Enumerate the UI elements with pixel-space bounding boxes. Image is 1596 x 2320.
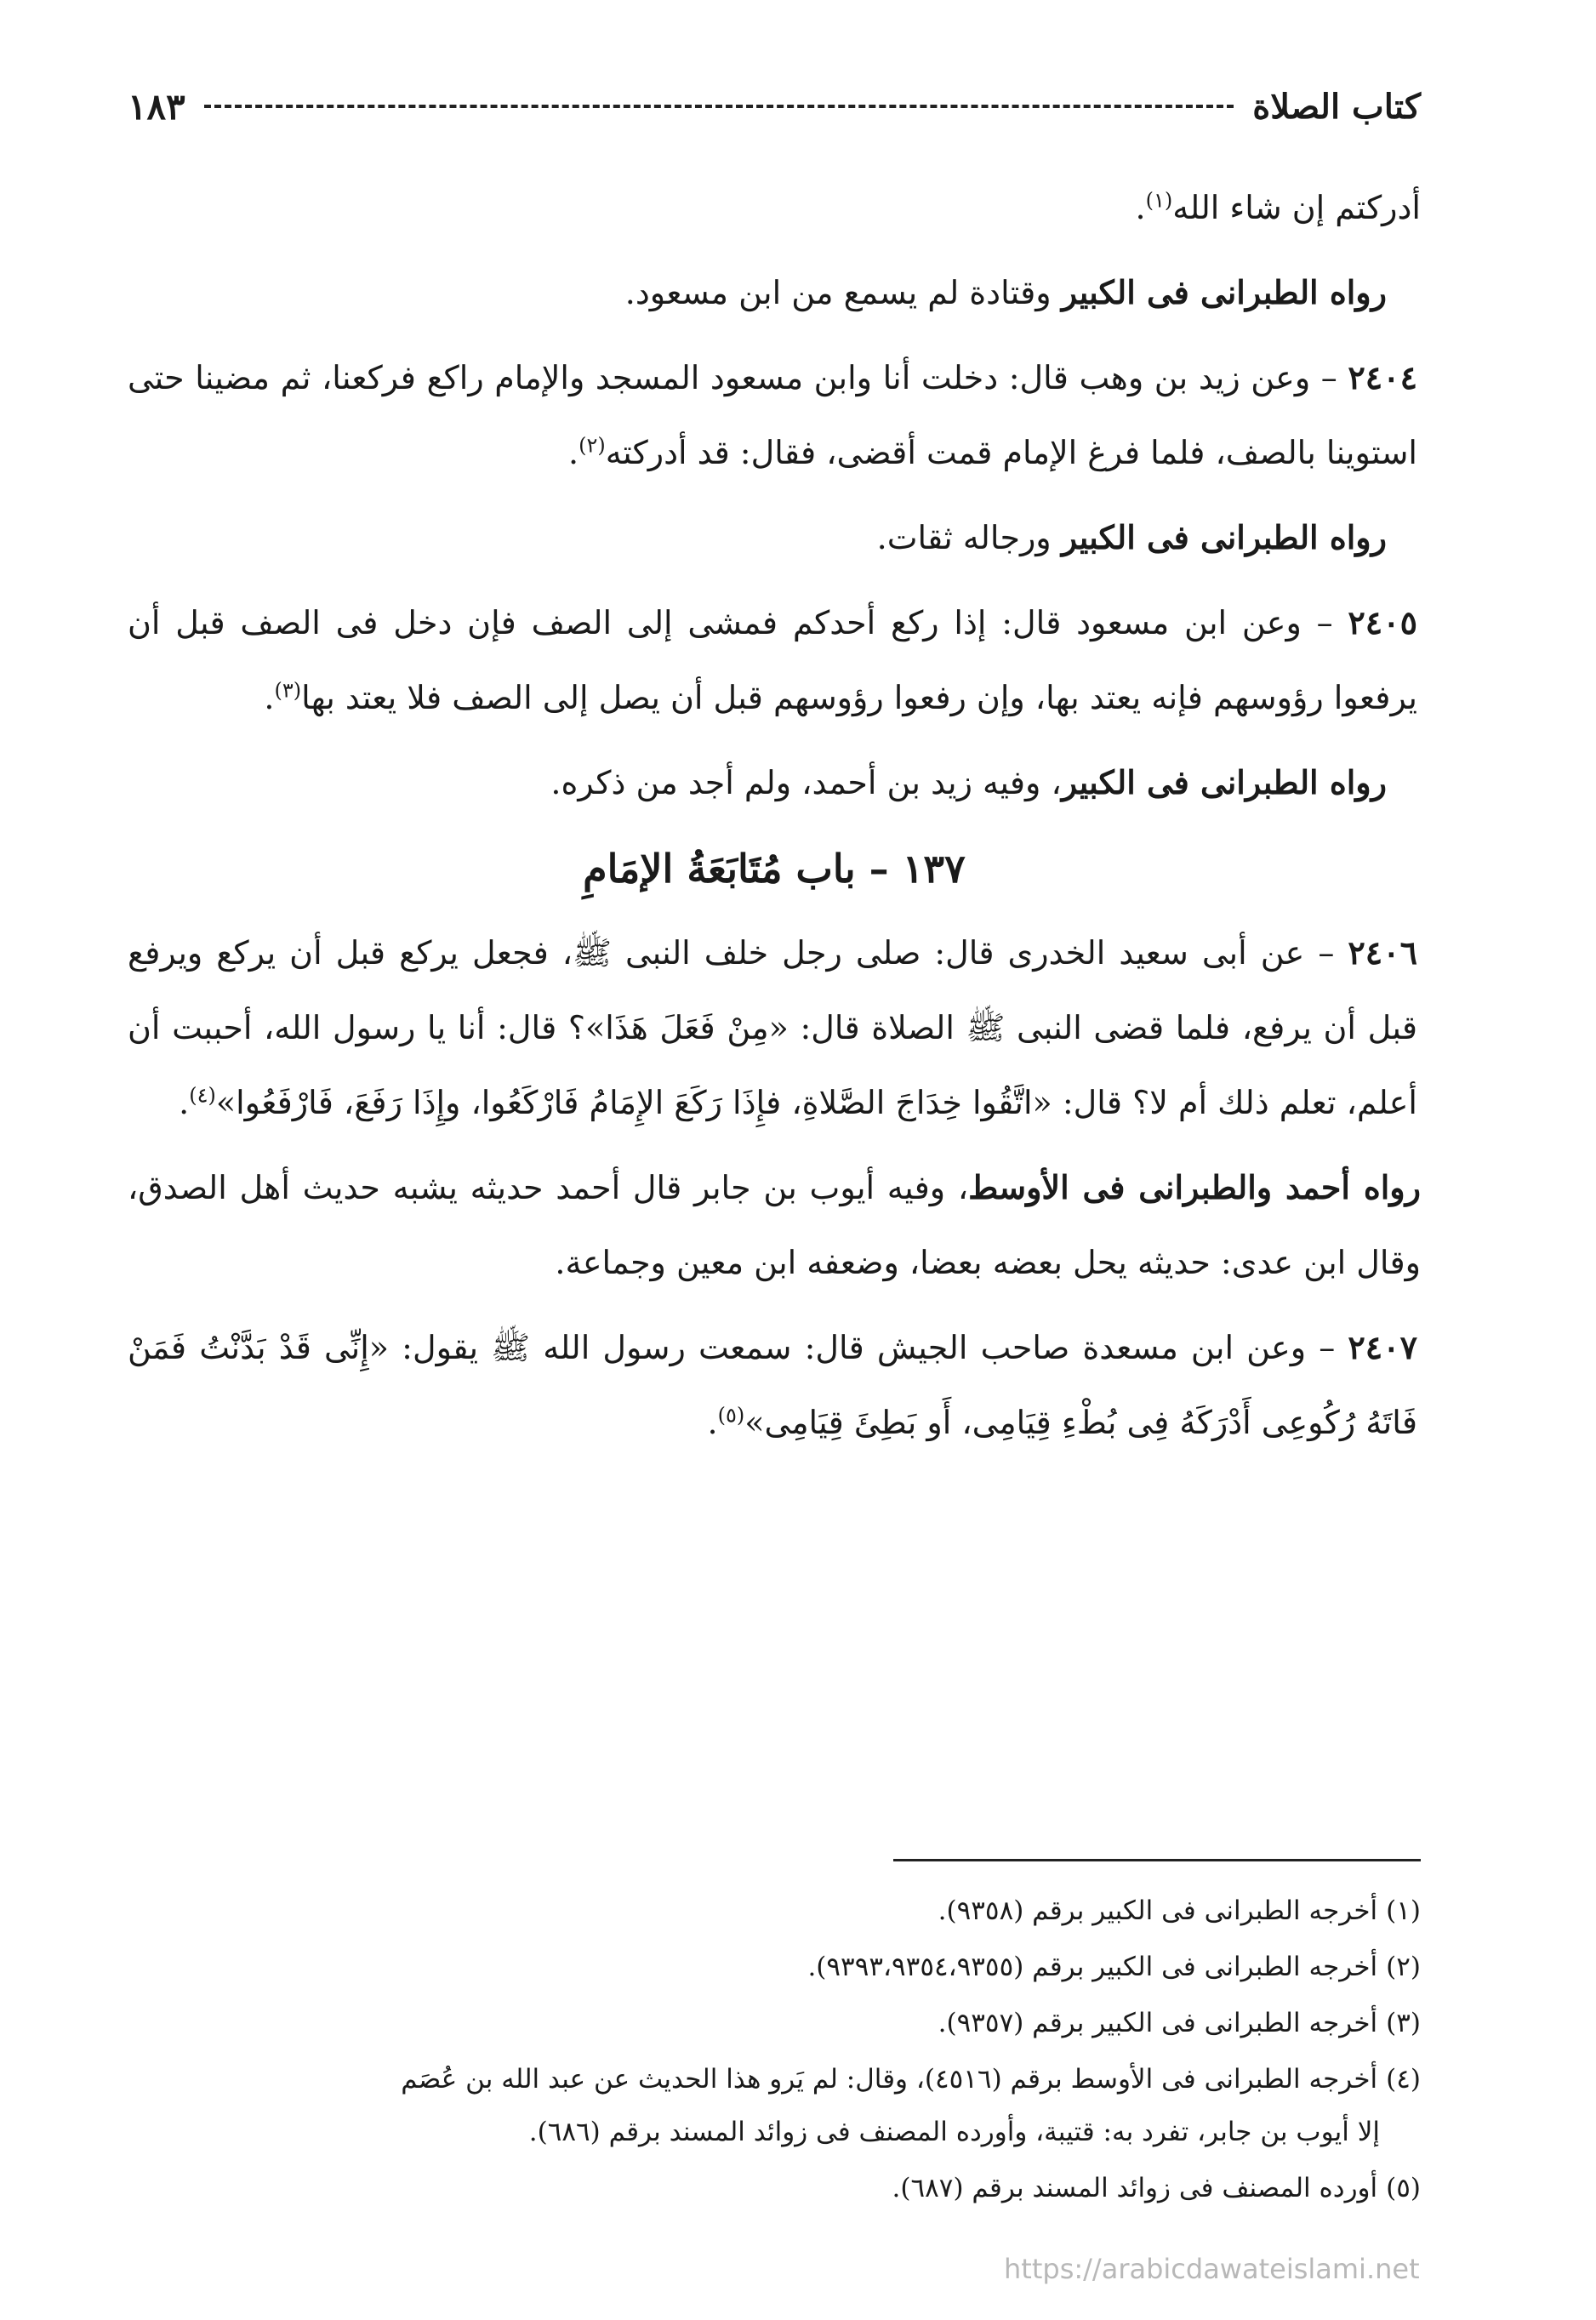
hadith-text: – وعن زيد بن وهب قال: دخلت أنا وابن مسعود المسجد والإمام راكع فركعنا، ثم مضينا حتى استوينا بالصف، فلما فرغ الإمام قمت أقضى، فقال: قد أدركته <box>128 359 1417 471</box>
footnote-2 <box>128 1941 1421 1993</box>
source-line <box>128 500 1421 575</box>
header-title: كتاب الصلاة <box>1252 86 1421 127</box>
hadith-2405 <box>128 585 1421 735</box>
footnote-3 <box>128 1997 1421 2049</box>
footnote-separator <box>893 1859 1421 1861</box>
hadith-2407 <box>128 1310 1421 1460</box>
source-text: ورجاله ثقات. <box>876 519 1062 556</box>
paragraph-text: أدركتم إن شاء الله <box>1172 189 1421 226</box>
footnote-number: (٣) <box>1386 2008 1421 2038</box>
footnote-ref: (٢) <box>579 433 606 458</box>
footnote-text: أخرجه الطبرانى فى الأوسط برقم (٤٥١٦)، وقال: لم يَرو هذا الحديث عن عبد الله بن عُصَم <box>401 2064 1378 2095</box>
source-text: ، وفيه أيوب بن جابر قال أحمد حديثه يشبه حديث أهل الصدق، وقال ابن عدى: حديثه يحل بعضه بعضا، وضعفه ابن معين وجماعة. <box>128 1169 1421 1281</box>
footnote-text: أخرجه الطبرانى فى الكبير برقم (٩٣٥٨). <box>938 1895 1378 1926</box>
source-text: ، وفيه زيد بن أحمد، ولم أجد من ذكره. <box>550 764 1062 801</box>
header-dashed-rule <box>204 105 1234 108</box>
source-bold: رواه أحمد والطبرانى فى الأوسط <box>968 1168 1421 1206</box>
hadith-number: ٢٤٠٧ <box>1348 1328 1417 1366</box>
hadith-text: – وعن ابن مسعود قال: إذا ركع أحدكم فمشى إلى الصف فإن دخل فى الصف قبل أن يرفعوا رؤوسهم فإنه يعتد بها، وإن رفعوا رؤوسهم قبل أن يصل إلى الصف فلا يعتد بها <box>128 604 1417 716</box>
footnote-number: (٢) <box>1386 1952 1421 1982</box>
footnote-ref: (٤) <box>189 1083 216 1108</box>
hadith-text: – وعن ابن مسعدة صاحب الجيش قال: سمعت رسول الله ﷺ يقول: «إِنِّى قَدْ بَدَّنْتُ فَمَنْ فَاتَهُ رُكُوعِى أَدْرَكَهُ فِى بُطْءِ قِيَامِى، أَو بَطِئَ قِيَامِى» <box>128 1329 1417 1441</box>
continuation-paragraph <box>128 170 1421 245</box>
page-number: ١٨٣ <box>128 85 185 128</box>
footnote-ref: (١) <box>1145 188 1173 213</box>
source-bold: رواه الطبرانى فى الكبير <box>1061 518 1387 556</box>
hadith-end: . <box>568 434 579 471</box>
running-header <box>128 77 1421 136</box>
footnote-5 <box>128 2162 1421 2215</box>
source-bold: رواه الطبرانى فى الكبير <box>1061 763 1387 801</box>
paragraph-end: . <box>1135 189 1146 226</box>
footnote-ref: (٣) <box>274 678 302 703</box>
footnote-1 <box>128 1884 1421 1937</box>
footnote-continuation: إلا أيوب بن جابر، تفرد به: قتيبة، وأورده المصنف فى زوائد المسند برقم (٦٨٦). <box>528 2117 1380 2147</box>
hadith-2406 <box>128 915 1421 1140</box>
hadith-number: ٢٤٠٥ <box>1348 603 1417 641</box>
footnote-text: أخرجه الطبرانى فى الكبير برقم (٩٣٩٣،٩٣٥٤،٩٣٥٥). <box>807 1952 1378 1982</box>
hadith-number: ٢٤٠٤ <box>1348 358 1417 396</box>
footnote-number: (٤) <box>1386 2064 1421 2095</box>
source-text: وقتادة لم يسمع من ابن مسعود. <box>624 274 1062 311</box>
hadith-2404 <box>128 340 1421 490</box>
footnote-ref: (٥) <box>717 1403 745 1428</box>
footnotes <box>128 1884 1421 2218</box>
footnote-number: (٥) <box>1386 2173 1421 2203</box>
main-text <box>128 170 1421 1460</box>
hadith-text: – عن أبى سعيد الخدرى قال: صلى رجل خلف النبى ﷺ، فجعل يركع قبل أن يركع ويرفع قبل أن يرفع، فلما قضى النبى ﷺ الصلاة قال: «مِنْ فَعَلَ هَذَا»؟ قال: أنا يا رسول الله، أحببت أن أعلم، تعلم ذلك أم لا؟ قال: «اتَّقُوا خِدَاجَ الصَّلاةِ، فإِذَا رَكَعَ الإِمَامُ فَارْكَعُوا، وإِذَا رَفَعَ، فَارْفَعُوا» <box>128 934 1417 1121</box>
hadith-end: . <box>707 1404 718 1441</box>
source-paragraph <box>128 1150 1421 1300</box>
footnote-number: (١) <box>1386 1895 1421 1926</box>
chapter-heading: ١٣٧ – باب مُتَابَعَةُ الإمَامِ <box>583 846 966 892</box>
source-bold: رواه الطبرانى فى الكبير <box>1061 273 1387 311</box>
watermark-url: https://arabicdawateislami.net <box>1004 2253 1420 2285</box>
footnote-text: أورده المصنف فى زوائد المسند برقم (٦٨٧). <box>892 2173 1378 2203</box>
hadith-number: ٢٤٠٦ <box>1348 933 1417 972</box>
book-page <box>128 77 1421 2254</box>
footnote-4 <box>128 2053 1421 2158</box>
source-line <box>128 255 1421 330</box>
hadith-end: . <box>179 1084 190 1121</box>
footnote-text: أخرجه الطبرانى فى الكبير برقم (٩٣٥٧). <box>938 2008 1378 2038</box>
source-line <box>128 745 1421 820</box>
hadith-end: . <box>264 679 275 716</box>
